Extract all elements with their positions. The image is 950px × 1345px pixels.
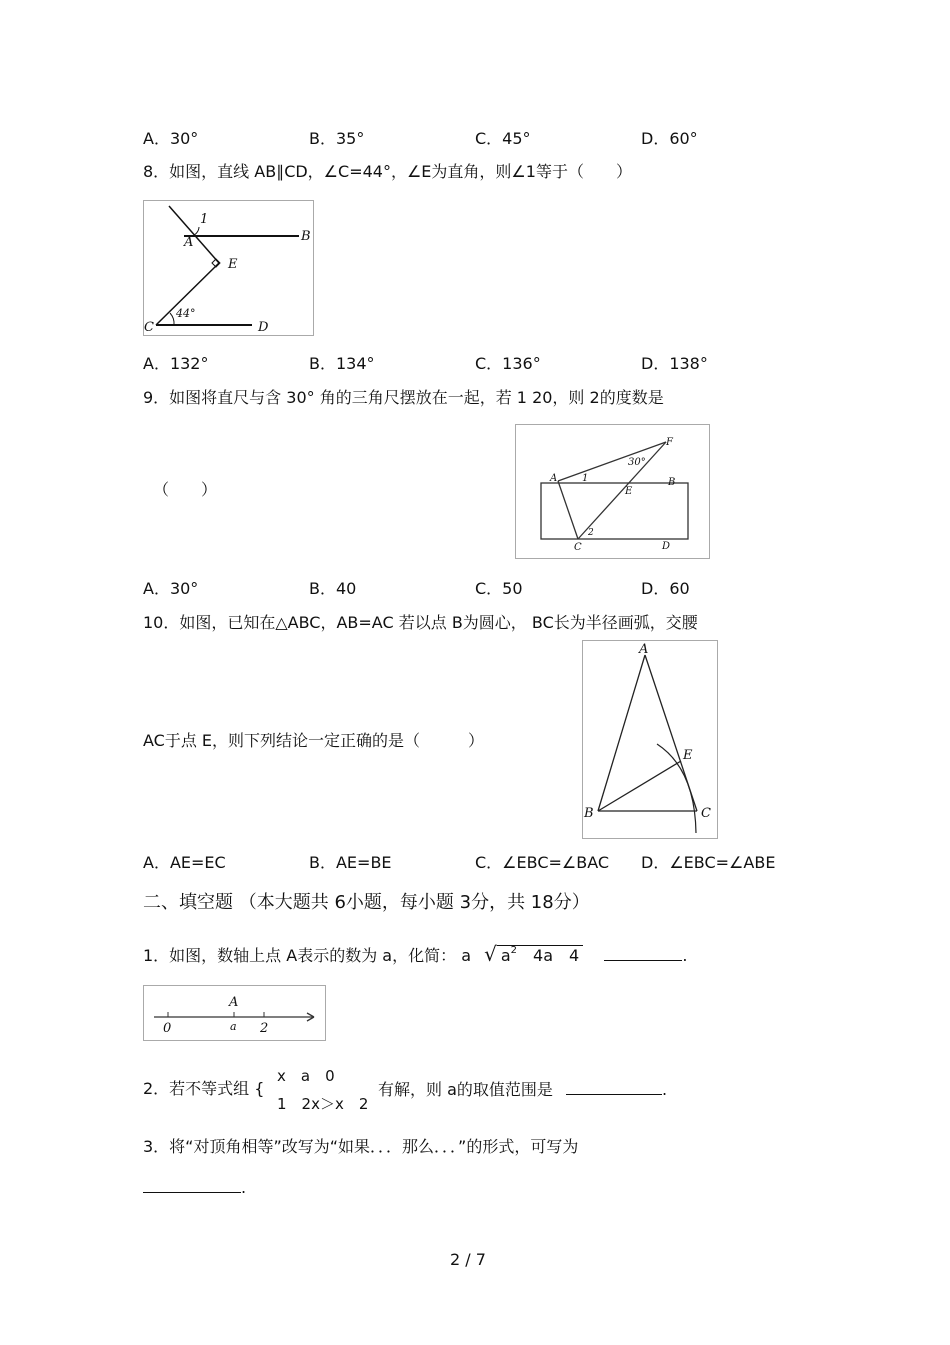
section-heading: 二、填空题 （本大题共 6小题，每小题 3分，共 18分） <box>143 892 590 913</box>
label-b: B <box>668 477 676 488</box>
label-d: D <box>662 541 671 552</box>
sqrt-sign: √ <box>484 942 497 966</box>
label-a: A <box>639 642 649 657</box>
line-af <box>558 442 666 481</box>
label-c: C <box>701 806 711 821</box>
q8-option-d: D．138° <box>641 354 708 373</box>
q8-option-c: C．136° <box>475 354 541 373</box>
f1-answer-blank[interactable] <box>604 946 682 961</box>
q7-option-c: C．45° <box>475 129 531 148</box>
f1-stem <box>143 944 687 969</box>
q7-option-d: D．60° <box>641 129 698 148</box>
q9-stem: 9．如图将直尺与含 30° 角的三角尺摆放在一起，若 1 20，则 2的度数是 <box>143 388 664 407</box>
f1-stem-text: 1．如图，数轴上点 A表示的数为 a，化简： a <box>143 946 471 965</box>
label-a: A <box>550 473 558 484</box>
label-0: 0 <box>163 1021 172 1036</box>
q8-figure <box>143 200 314 336</box>
radicand-exp: 2 <box>510 945 518 956</box>
f3-blank-row <box>143 1178 246 1198</box>
q9-option-c: C．50 <box>475 579 523 598</box>
q8-option-b: B．134° <box>309 354 375 373</box>
label-c: C <box>144 320 154 335</box>
label-b: B <box>584 806 594 821</box>
radicand <box>497 945 583 965</box>
label-a-point: A <box>229 995 239 1010</box>
f2-end: . <box>662 1080 668 1099</box>
sqrt-expression <box>484 944 583 969</box>
f2-prefix: 2．若不等式组 { <box>143 1079 265 1098</box>
label-2: 2 <box>260 1021 269 1036</box>
label-e: E <box>683 748 693 763</box>
radicand-rest: 4a 4 <box>533 946 580 965</box>
q7-option-b: B．35° <box>309 129 365 148</box>
q8-option-a: A．132° <box>143 354 209 373</box>
label-a: a <box>230 1020 237 1033</box>
q9-option-d: D．60 <box>641 579 690 598</box>
angle-44-arc <box>170 313 174 325</box>
f2-suffix-row <box>378 1080 667 1100</box>
q9-answer-paren: （ ） <box>153 480 218 499</box>
line-cf <box>578 442 666 539</box>
f2-suffix: 有解，则 a的取值范围是 <box>378 1080 553 1099</box>
q10-stem: 10．如图，已知在△ABC，AB=AC 若以点 B为圆心， BC长为半径画弧，交腰 <box>143 613 698 632</box>
q10-stem-line2: AC于点 E，则下列结论一定正确的是（ ） <box>143 731 485 750</box>
ruler-rect <box>541 483 688 539</box>
q8-stem: 8．如图，直线 AB∥CD，∠C=44°，∠E为直角，则∠1等于（ ） <box>143 162 632 181</box>
q10-option-d: D．∠EBC=∠ABE <box>641 853 776 872</box>
q10-option-b: B．AE=BE <box>309 853 392 872</box>
label-c: C <box>574 542 582 553</box>
number-line-figure <box>143 985 326 1041</box>
f2-ineq-line2: 1 2x＞x 2 <box>277 1095 369 1113</box>
label-1: 1 <box>200 212 209 227</box>
q10-option-a: A．AE=EC <box>143 853 226 872</box>
q10-option-c: C．∠EBC=∠BAC <box>475 853 610 872</box>
q9-option-a: A．30° <box>143 579 199 598</box>
label-f: F <box>666 437 673 448</box>
q10-figure <box>582 640 718 839</box>
f2-answer-blank[interactable] <box>566 1080 662 1095</box>
label-b: B <box>301 229 311 244</box>
label-e: E <box>625 486 633 497</box>
page-number: 2 / 7 <box>450 1250 486 1269</box>
label-30: 30° <box>628 457 646 468</box>
f1-end: . <box>682 946 688 965</box>
line-ac <box>558 481 578 539</box>
q9-option-b: B．40 <box>309 579 357 598</box>
label-e: E <box>228 257 238 272</box>
radicand-a: a <box>500 946 511 965</box>
q9-figure <box>515 424 710 559</box>
label-a: A <box>184 235 194 250</box>
label-2: 2 <box>588 528 594 538</box>
f3-end: . <box>241 1178 247 1197</box>
label-44: 44° <box>176 307 196 320</box>
label-1: 1 <box>582 473 589 484</box>
f3-answer-blank[interactable] <box>143 1178 241 1193</box>
f3-stem: 3．将“对顶角相等”改写为“如果．．．那么．．．”的形式，可写为 <box>143 1137 579 1156</box>
label-d: D <box>258 320 269 335</box>
q7-option-a: A．30° <box>143 129 199 148</box>
line-ae <box>169 206 219 263</box>
f2-ineq-line1: x a 0 <box>277 1067 335 1085</box>
